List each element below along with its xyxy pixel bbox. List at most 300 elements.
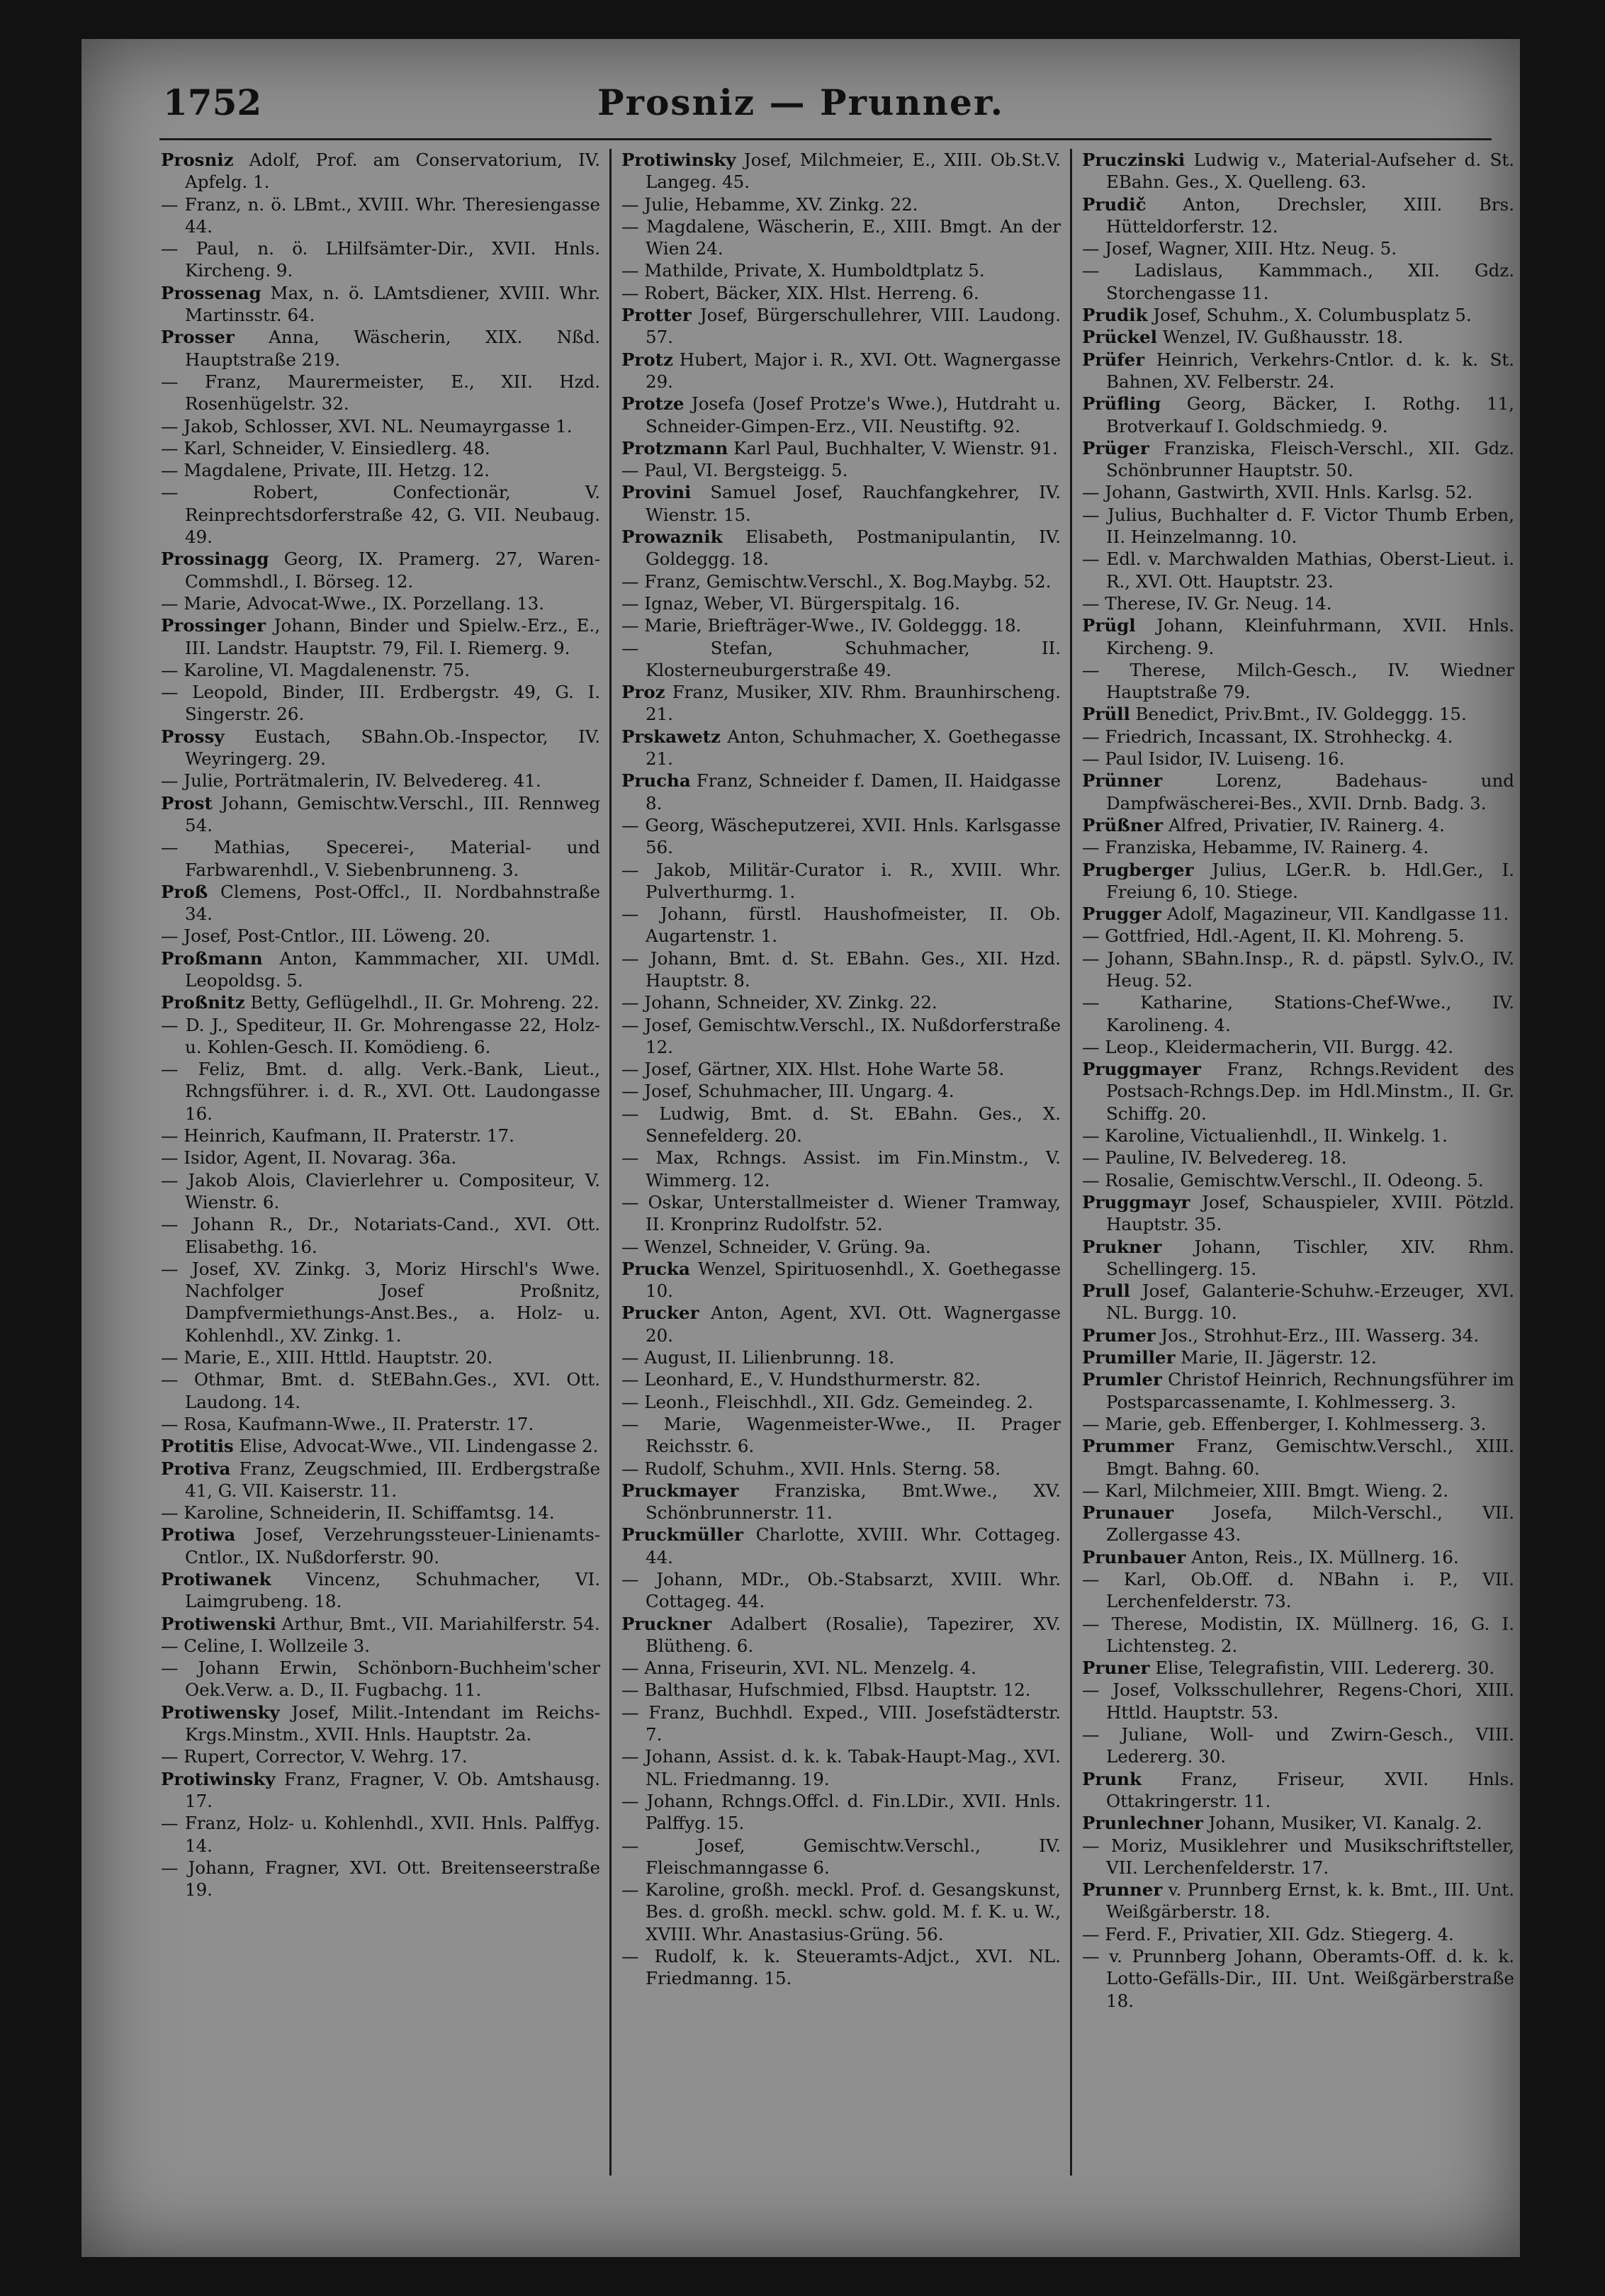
directory-entry [621,681,1061,726]
directory-entry [621,459,1061,481]
directory-entry [1082,1812,1514,1834]
entry-text: Clemens, Post-Offcl., II. Nordbahnstraße 34. [185,881,600,925]
directory-entry [621,193,1061,215]
entry-text: Anton, Reis., IX. Müllnerg. 16. [1186,1546,1459,1568]
entry-surname: Prügl [1082,615,1136,636]
directory-entry [621,947,1061,992]
entry-text: — Jakob, Schlosser, XVI. NL. Neumayrgasse 1. [161,415,573,437]
entry-text: — Balthasar, Hufschmied, Flbsd. Hauptstr. 12. [621,1679,1031,1701]
entry-text: Josef, Milit.-Intendant im Reichs-Krgs.Minstm., XVII. Hnls. Hauptstr. 2a. [185,1701,600,1745]
page-title: Prosniz — Prunner. [597,81,1004,123]
entry-text: Wenzel, Spirituosenhdl., X. Goethegasse 10. [646,1258,1061,1302]
entry-text: — Paul, VI. Bergsteigg. 5. [621,460,848,481]
entry-text: Adolf, Magazineur, VII. Kandlgasse 11. [1161,904,1509,925]
entry-text: — Johann, fürstl. Haushofmeister, II. Ob. Augartenstr. 1. [621,904,1061,947]
directory-entry [1082,1169,1514,1191]
entry-text: — Karoline, Victualienhdl., II. Winkelg. 1. [1082,1125,1448,1147]
entry-surname: Prowaznik [621,527,723,548]
directory-entry [161,947,600,992]
directory-entry [1082,947,1514,992]
entry-surname: Protitis [161,1436,234,1457]
entry-surname: Proßnitz [161,992,245,1013]
entry-text: — Ladislaus, Kammmach., XII. Gdz. Storchengasse 11. [1082,260,1514,303]
directory-entry [621,903,1061,947]
directory-entry [1082,770,1514,814]
directory-entry [1082,1058,1514,1125]
entry-text: Franz, Friseur, XVII. Hnls. Ottakringerstr. 11. [1106,1768,1514,1811]
directory-entry [161,282,600,327]
column-divider [1070,149,1072,2176]
directory-entry [1082,1679,1514,1723]
entry-text: — Josef, Schuhmacher, III. Ungarg. 4. [621,1081,954,1102]
entry-text: — Friedrich, Incassant, IX. Strohheckg. 4. [1082,726,1453,747]
entry-text: — Marie, Advocat-Wwe., IX. Porzellang. 13. [161,592,545,614]
directory-entry [1082,1835,1514,1879]
entry-text: — v. Prunnberg Johann, Oberamts-Off. d. k. k. Lotto-Gefälls-Dir., III. Unt. Weißgärberstraße 18. [1082,1946,1514,2011]
directory-entry [1082,1768,1514,1813]
directory-entry [621,1480,1061,1524]
entry-text: Josef, Verzehrungssteuer-Linienamts-Cntlor., IX. Nußdorferstr. 90. [185,1524,600,1568]
directory-entry [1082,1435,1514,1480]
directory-entry [621,149,1061,193]
entry-surname: Pruggmayr [1082,1191,1190,1212]
entry-text: — Leop., Kleidermacherin, VII. Burgg. 42. [1082,1036,1453,1057]
entry-text: Johann, Gemischtw.Verschl., III. Rennweg 54. [185,792,600,835]
directory-entry [621,1657,1061,1679]
directory-entry [161,1435,600,1457]
entry-text: — Johann, Rchngs.Offcl. d. Fin.LDir., XVII. Hnls. Palffyg. 15. [621,1790,1061,1834]
entry-text: — D. J., Spediteur, II. Gr. Mohrengasse 22, Holz- u. Kohlen-Gesch. II. Komödieng. 6. [161,1014,600,1057]
directory-entry [161,991,600,1013]
directory-entry [621,481,1061,526]
directory-entry [161,792,600,837]
directory-entry [621,1945,1061,1990]
entry-text: v. Prunnberg Ernst, k. k. Bmt., III. Unt. Weißgärberstr. 18. [1106,1879,1514,1923]
entry-text: — Oskar, Unterstallmeister d. Wiener Tramway, II. Kronprinz Rudolfstr. 52. [621,1191,1061,1235]
entry-text: — Josef, Volksschullehrer, Regens-Chori, XIII. Httld. Hauptstr. 53. [1082,1679,1514,1723]
entry-text: — August, II. Lilienbrunng. 18. [621,1347,895,1368]
directory-entry [1082,859,1514,904]
directory-entry [1082,836,1514,858]
entry-text: Lorenz, Badehaus- und Dampfwäscherei-Bes., XVII. Drnb. Badg. 3. [1106,770,1514,814]
entry-surname: Proz [621,682,665,703]
directory-entry [161,1701,600,1746]
entry-text: — Josef, Gemischtw.Verschl., IX. Nußdorferstraße 12. [621,1014,1061,1057]
entry-text: Josef, Schuhm., X. Columbusplatz 5. [1147,305,1472,326]
entry-text: — Franz, n. ö. LBmt., XVIII. Whr. Theresiengasse 44. [161,193,600,237]
directory-entry [621,859,1061,904]
entry-surname: Prskawetz [621,726,721,747]
directory-entry [1082,326,1514,348]
entry-text: Franz, Rchngs.Revident des Postsach-Rchngs.Dep. im Hdl.Minstm., II. Gr. Schiffg. 20. [1106,1059,1514,1124]
directory-entry [621,1368,1061,1390]
entry-text: — Anna, Friseurin, XVI. NL. Menzelg. 4. [621,1658,976,1679]
directory-entry [621,814,1061,859]
entry-surname: Prucha [621,770,691,792]
entry-text: Franz, Zeugschmied, III. Erdbergstraße 41, G. VII. Kaiserstr. 11. [185,1458,600,1501]
entry-text: Alfred, Privatier, IV. Rainerg. 4. [1163,814,1445,835]
entry-surname: Prull [1082,1281,1130,1302]
directory-entry [1082,1657,1514,1679]
directory-entry [1082,925,1514,947]
entry-text: — Paul Isidor, IV. Luiseng. 16. [1082,748,1345,770]
entry-text: Arthur, Bmt., VII. Mariahilferstr. 54. [276,1613,600,1634]
directory-entry [161,481,600,548]
entry-text: — Therese, Milch-Gesch., IV. Wiedner Hauptstraße 79. [1082,659,1514,703]
entry-surname: Prugberger [1082,859,1194,880]
entry-text: — Othmar, Bmt. d. StEBahn.Ges., XVI. Ott. Laudong. 14. [161,1369,600,1412]
directory-entry [621,1391,1061,1413]
directory-entry [1082,1280,1514,1324]
entry-surname: Protiva [161,1458,231,1479]
entry-surname: Prüger [1082,437,1149,458]
entry-text: Josefa, Milch-Verschl., VII. Zollergasse 43. [1106,1502,1514,1546]
directory-entry [161,237,600,282]
directory-entry [161,1368,600,1413]
entry-text: — Johann, Schneider, XV. Zinkg. 22. [621,992,937,1013]
directory-entry [621,282,1061,304]
directory-entry [161,1058,600,1125]
entry-surname: Prugger [1082,904,1161,925]
directory-entry [161,548,600,592]
entry-text: — Karl, Ob.Off. d. NBahn i. P., VII. Lerchenfelderstr. 73. [1082,1569,1514,1612]
directory-entry [621,1524,1061,1568]
entry-text: Christof Heinrich, Rechnungsführer im Postsparcassenamte, I. Kohlmesserg. 3. [1106,1369,1514,1412]
entry-text: — Max, Rchngs. Assist. im Fin.Minstm., V. Wimmerg. 12. [621,1147,1061,1191]
directory-entry [1082,1324,1514,1346]
entry-text: — Marie, geb. Effenberger, I. Kohlmesserg. 3. [1082,1413,1487,1434]
directory-entry [161,1125,600,1147]
directory-entry [621,1879,1061,1945]
entry-text: — Rudolf, Schuhm., XVII. Hnls. Sterng. 58. [621,1458,1001,1479]
entry-surname: Prost [161,792,213,814]
directory-entry [1082,1480,1514,1502]
entry-surname: Prünner [1082,770,1163,792]
directory-page [81,39,1520,2257]
directory-entry [1082,592,1514,614]
entry-text: Anton, Kammmacher, XII. UMdl. Leopoldsg. 5. [185,947,600,991]
entry-text: — Ferd. F., Privatier, XII. Gdz. Stiegerg. 4. [1082,1923,1454,1945]
directory-entry [621,259,1061,281]
entry-text: — Celine, I. Wollzeile 3. [161,1635,370,1656]
directory-entry [621,1302,1061,1346]
entry-text: Johann, Binder und Spielw.-Erz., E., III. Landstr. Hauptstr. 79, Fil. I. Riemerg. 9. [185,615,600,658]
directory-entry [621,1790,1061,1835]
entry-text: Ludwig v., Material-Aufseher d. St. EBahn. Ges., X. Quelleng. 63. [1106,150,1514,193]
directory-entry [621,349,1061,393]
directory-entry [161,371,600,415]
entry-text: — Franz, Buchhdl. Exped., VIII. Josefstädterstr. 7. [621,1701,1061,1745]
directory-entry [161,1346,600,1368]
entry-text: — Feliz, Bmt. d. allg. Verk.-Bank, Lieut., Rchngsführer. i. d. R., XVI. Ott. Laudongasse 16. [161,1059,600,1124]
directory-entry [161,1568,600,1613]
entry-text: — Julius, Buchhalter d. F. Victor Thumb Erben, II. Heinzelmanng. 10. [1082,504,1514,548]
directory-entry [1082,1191,1514,1236]
directory-entry [161,592,600,614]
entry-text: Adalbert (Rosalie), Tapezirer, XV. Blütheng. 6. [646,1613,1061,1656]
entry-text: — Josef, Gemischtw.Verschl., IV. Fleischmanngasse 6. [621,1835,1061,1878]
entry-surname: Prucka [621,1258,690,1279]
directory-entry [621,1745,1061,1790]
entry-text: — Gottfried, Hdl.-Agent, II. Kl. Mohreng. 5. [1082,925,1465,947]
directory-entry [621,1147,1061,1191]
entry-text: — Rupert, Corrector, V. Wehrg. 17. [161,1746,468,1767]
entry-text: Heinrich, Verkehrs-Cntlor. d. k. k. St. Bahnen, XV. Felberstr. 24. [1106,349,1514,392]
entry-text: Georg, Bäcker, I. Rothg. 11, Brotverkauf I. Goldschmiedg. 9. [1106,393,1514,437]
entry-text: Franz, Gemischtw.Verschl., XIII. Bmgt. Bahng. 60. [1106,1436,1514,1479]
directory-entry [161,326,600,371]
directory-entry [1082,1546,1514,1568]
entry-surname: Prukner [1082,1236,1162,1257]
entry-surname: Prosniz [161,150,234,170]
entry-surname: Prückel [1082,327,1157,348]
entry-surname: Pruckmüller [621,1524,743,1546]
directory-entry [621,437,1061,459]
entry-text: — Therese, IV. Gr. Neug. 14. [1082,592,1332,614]
entry-text: Josef, Milchmeier, E., XIII. Ob.St.V. Langeg. 45. [646,150,1061,193]
directory-entry [1082,193,1514,238]
directory-entry [161,437,600,459]
entry-text: Adolf, Prof. am Conservatorium, IV. Apfelg. 1. [185,150,600,193]
directory-entry [1082,149,1514,193]
directory-entry [1082,1945,1514,2012]
entry-text: — Johann, Fragner, XVI. Ott. Breitenseerstraße 19. [161,1857,600,1901]
entry-text: Charlotte, XVIII. Whr. Cottageg. 44. [646,1524,1061,1568]
directory-entry [161,459,600,481]
directory-entry [1082,1346,1514,1368]
directory-entry [621,1080,1061,1102]
directory-entry [1082,1036,1514,1058]
directory-entry [1082,548,1514,592]
entry-surname: Proßmann [161,947,263,969]
directory-entry [161,681,600,726]
entry-text: Betty, Geflügelhdl., II. Gr. Mohreng. 22. [244,992,599,1013]
directory-entry [1082,1368,1514,1413]
directory-entry [621,991,1061,1013]
entry-text: — Isidor, Agent, II. Novarag. 36a. [161,1147,457,1169]
entry-text: — Johann, SBahn.Insp., R. d. päpstl. Sylv.O., IV. Heug. 52. [1082,947,1514,991]
directory-entry [161,1014,600,1059]
entry-surname: Protiwenski [161,1613,276,1634]
entry-text: — Julie, Hebamme, XV. Zinkg. 22. [621,193,918,215]
directory-entry [621,1258,1061,1302]
directory-entry [621,570,1061,592]
directory-entry [161,1169,600,1214]
entry-surname: Pruckner [621,1613,712,1634]
directory-entry [1082,748,1514,770]
entry-surname: Protzmann [621,437,728,458]
directory-entry [161,659,600,681]
directory-entry [161,770,600,792]
entry-text: Johann, Kleinfuhrmann, XVII. Hnls. Kircheng. 9. [1106,615,1514,658]
directory-entry [1082,504,1514,548]
entry-text: — Magdalene, Wäscherin, E., XIII. Bmgt. An der Wien 24. [621,215,1061,259]
entry-text: Marie, II. Jägerstr. 12. [1175,1347,1377,1368]
entry-text: — Karl, Milchmeier, XIII. Bmgt. Wieng. 2. [1082,1480,1449,1501]
directory-entry [161,1745,600,1767]
entry-text: Anton, Agent, XVI. Ott. Wagnergasse 20. [646,1302,1061,1346]
directory-entry [1082,1147,1514,1169]
entry-text: — Mathilde, Private, X. Humboldtplatz 5. [621,260,985,281]
entry-surname: Prunbauer [1082,1546,1186,1568]
directory-entry [161,925,600,947]
entry-text: — Edl. v. Marchwalden Mathias, Oberst-Lieut. i. R., XVI. Ott. Hauptstr. 23. [1082,548,1514,592]
directory-entry [1082,991,1514,1036]
entry-surname: Prudič [1082,193,1147,215]
entry-text: — Johann, Bmt. d. St. EBahn. Ges., XII. Hzd. Hauptstr. 8. [621,947,1061,991]
entry-text: — Marie, Wagenmeister-Wwe., II. Prager Reichsstr. 6. [621,1413,1061,1457]
entry-text: — Ludwig, Bmt. d. St. EBahn. Ges., X. Sennefelderg. 20. [621,1103,1061,1147]
directory-entry [621,1058,1061,1080]
entry-surname: Prumiller [1082,1347,1176,1368]
directory-entry [161,1258,600,1346]
directory-entry [621,393,1061,437]
entry-text: — Johann, Gastwirth, XVII. Hnls. Karlsg. 52. [1082,482,1473,503]
directory-entry [1082,393,1514,437]
entry-text: Franziska, Fleisch-Verschl., XII. Gdz. Schönbrunner Hauptstr. 50. [1106,437,1514,481]
directory-entry [1082,1502,1514,1546]
entry-text: — Therese, Modistin, IX. Müllnerg. 16, G. I. Lichtensteg. 2. [1082,1613,1514,1656]
directory-entry [1082,304,1514,326]
directory-entry [1082,437,1514,482]
directory-entry [621,1413,1061,1458]
directory-entry [1082,1923,1514,1945]
directory-entry [621,1613,1061,1658]
entry-text: Josef, Schauspieler, XVIII. Pötzld. Hauptstr. 35. [1106,1191,1514,1235]
column-1 [161,149,600,2176]
entry-text: — Johann Erwin, Schönborn-Buchheim'scher Oek.Verw. a. D., II. Fugbachg. 11. [161,1658,600,1701]
directory-entry [1082,1723,1514,1768]
entry-surname: Protze [621,393,685,415]
entry-text: Benedict, Priv.Bmt., IV. Goldeggg. 15. [1130,704,1467,725]
entry-surname: Prossinger [161,615,266,636]
directory-entry [1082,614,1514,659]
directory-entry [1082,481,1514,503]
entry-text: Franziska, Bmt.Wwe., XV. Schönbrunnerstr. 11. [646,1480,1061,1524]
entry-surname: Prunner [1082,1879,1163,1901]
entry-surname: Pruckmayer [621,1480,739,1501]
entry-text: — Rosalie, Gemischtw.Verschl., II. Odeong. 5. [1082,1169,1484,1191]
directory-entry [621,215,1061,260]
entry-text: — Karoline, VI. Magdalenenstr. 75. [161,659,471,680]
entry-text: — Magdalene, Private, III. Hetzg. 12. [161,460,490,481]
entry-text: — Mathias, Specerei-, Material- und Farbwarenhdl., V. Siebenbrunneng. 3. [161,837,600,880]
entry-surname: Prüfer [1082,349,1145,370]
entry-text: Samuel Josef, Rauchfangkehrer, IV. Wienstr. 15. [646,482,1061,525]
directory-entry [161,193,600,238]
entry-text: — Robert, Confectionär, V. Reinprechtsdorferstraße 42, G. VII. Neubaug. 49. [161,482,600,548]
entry-surname: Prüßner [1082,814,1164,835]
entry-text: — Karoline, Schneiderin, II. Schiffamtsg. 14. [161,1502,555,1524]
directory-entry [1082,1568,1514,1613]
directory-entry [1082,349,1514,393]
directory-entry [621,1835,1061,1879]
entry-text: Georg, IX. Pramerg. 27, Waren-Commshdl., I. Börseg. 12. [185,548,600,592]
entry-surname: Protz [621,349,673,370]
entry-surname: Protiwa [161,1524,236,1546]
header-rule [159,138,1492,140]
entry-text: — Karl, Schneider, V. Einsiedlerg. 48. [161,437,490,458]
entry-text: — Johann R., Dr., Notariats-Cand., XVI. Ott. Elisabethg. 16. [161,1214,600,1257]
entry-text: — Franz, Gemischtw.Verschl., X. Bog.Maybg. 52. [621,570,1052,592]
directory-entry [161,1147,600,1169]
entry-text: — Georg, Wäscheputzerei, XVII. Hnls. Karlsgasse 56. [621,814,1061,858]
entry-surname: Prossinagg [161,548,269,570]
entry-surname: Prunlechner [1082,1813,1203,1834]
entry-surname: Prumler [1082,1369,1162,1390]
directory-entry [1082,659,1514,704]
entry-text: — Franz, Maurermeister, E., XII. Hzd. Rosenhügelstr. 32. [161,371,600,415]
entry-surname: Protiwensky [161,1701,280,1723]
directory-entry [1082,903,1514,925]
entry-text: — Stefan, Schuhmacher, II. Klosterneuburgerstraße 49. [621,637,1061,680]
entry-text: — Franz, Holz- u. Kohlenhdl., XVII. Hnls. Palffyg. 14. [161,1813,600,1856]
entry-text: — Josef, Post-Cntlor., III. Löweng. 20. [161,925,491,947]
entry-text: — Marie, E., XIII. Httld. Hauptstr. 20. [161,1347,493,1368]
entry-surname: Protter [621,305,692,326]
column-3 [1082,149,1514,2176]
entry-text: — Johann, MDr., Ob.-Stabsarzt, XVIII. Whr. Cottageg. 44. [621,1569,1061,1612]
entry-text: Elise, Advocat-Wwe., VII. Lindengasse 2. [233,1436,599,1457]
entry-text: Eustach, SBahn.Ob.-Inspector, IV. Weyringerg. 29. [185,726,600,770]
entry-text: Franz, Fragner, V. Ob. Amtshausg. 17. [185,1768,600,1811]
entry-text: — Rosa, Kaufmann-Wwe., II. Praterstr. 17. [161,1413,534,1434]
column-divider [609,149,612,2176]
directory-entry [621,637,1061,682]
entry-text: — Wenzel, Schneider, V. Grüng. 9a. [621,1236,931,1257]
directory-entry [621,304,1061,349]
directory-entry [161,881,600,925]
entry-surname: Proß [161,881,208,902]
entry-surname: Prucker [621,1302,699,1324]
directory-entry [161,415,600,437]
entry-text: — Jakob, Militär-Curator i. R., XVIII. Whr. Pulverthurmg. 1. [621,859,1061,902]
directory-entry [621,1103,1061,1147]
directory-entry [1082,1879,1514,1923]
entry-text: Josef, Bürgerschullehrer, VIII. Laudong. 57. [646,305,1061,348]
entry-text: Johann, Tischler, XIV. Rhm. Schellingerg. 15. [1106,1236,1514,1279]
directory-entry [621,1568,1061,1613]
directory-entry [161,1413,600,1435]
directory-entry [161,836,600,881]
entry-text: Franz, Schneider f. Damen, II. Haidgasse 8. [646,770,1061,814]
entry-surname: Provini [621,482,692,503]
entry-text: Julius, LGer.R. b. Hdl.Ger., I. Freiung 6, 10. Stiege. [1106,859,1514,902]
directory-entry [161,1502,600,1524]
entry-text: — Leonh., Fleischhdl., XII. Gdz. Gemeindeg. 2. [621,1391,1033,1412]
entry-text: Anna, Wäscherin, XIX. Nßd. Hauptstraße 219. [185,327,600,370]
directory-entry [161,1213,600,1258]
directory-entry [161,1812,600,1857]
directory-entry [1082,703,1514,725]
entry-text: — Leopold, Binder, III. Erdbergstr. 49, G. I. Singerstr. 26. [161,682,600,725]
entry-text: — Pauline, IV. Belvedereg. 18. [1082,1147,1347,1169]
entry-text: — Franziska, Hebamme, IV. Rainerg. 4. [1082,837,1429,858]
entry-surname: Protiwinsky [161,1768,276,1789]
entry-surname: Prüfling [1082,393,1161,415]
entry-text: Elise, Telegrafistin, VIII. Ledererg. 30. [1149,1658,1495,1679]
entry-text: Jos., Strohhut-Erz., III. Wasserg. 34. [1155,1324,1480,1346]
directory-entry [621,614,1061,636]
directory-entry [161,726,600,770]
directory-entry [161,1458,600,1502]
entry-text: — Johann, Assist. d. k. k. Tabak-Haupt-Mag., XVI. NL. Friedmanng. 19. [621,1746,1061,1789]
directory-entry [621,1236,1061,1258]
directory-entry [1082,1236,1514,1281]
directory-entry [1082,814,1514,836]
directory-entry [161,1613,600,1635]
directory-entry [621,1701,1061,1746]
